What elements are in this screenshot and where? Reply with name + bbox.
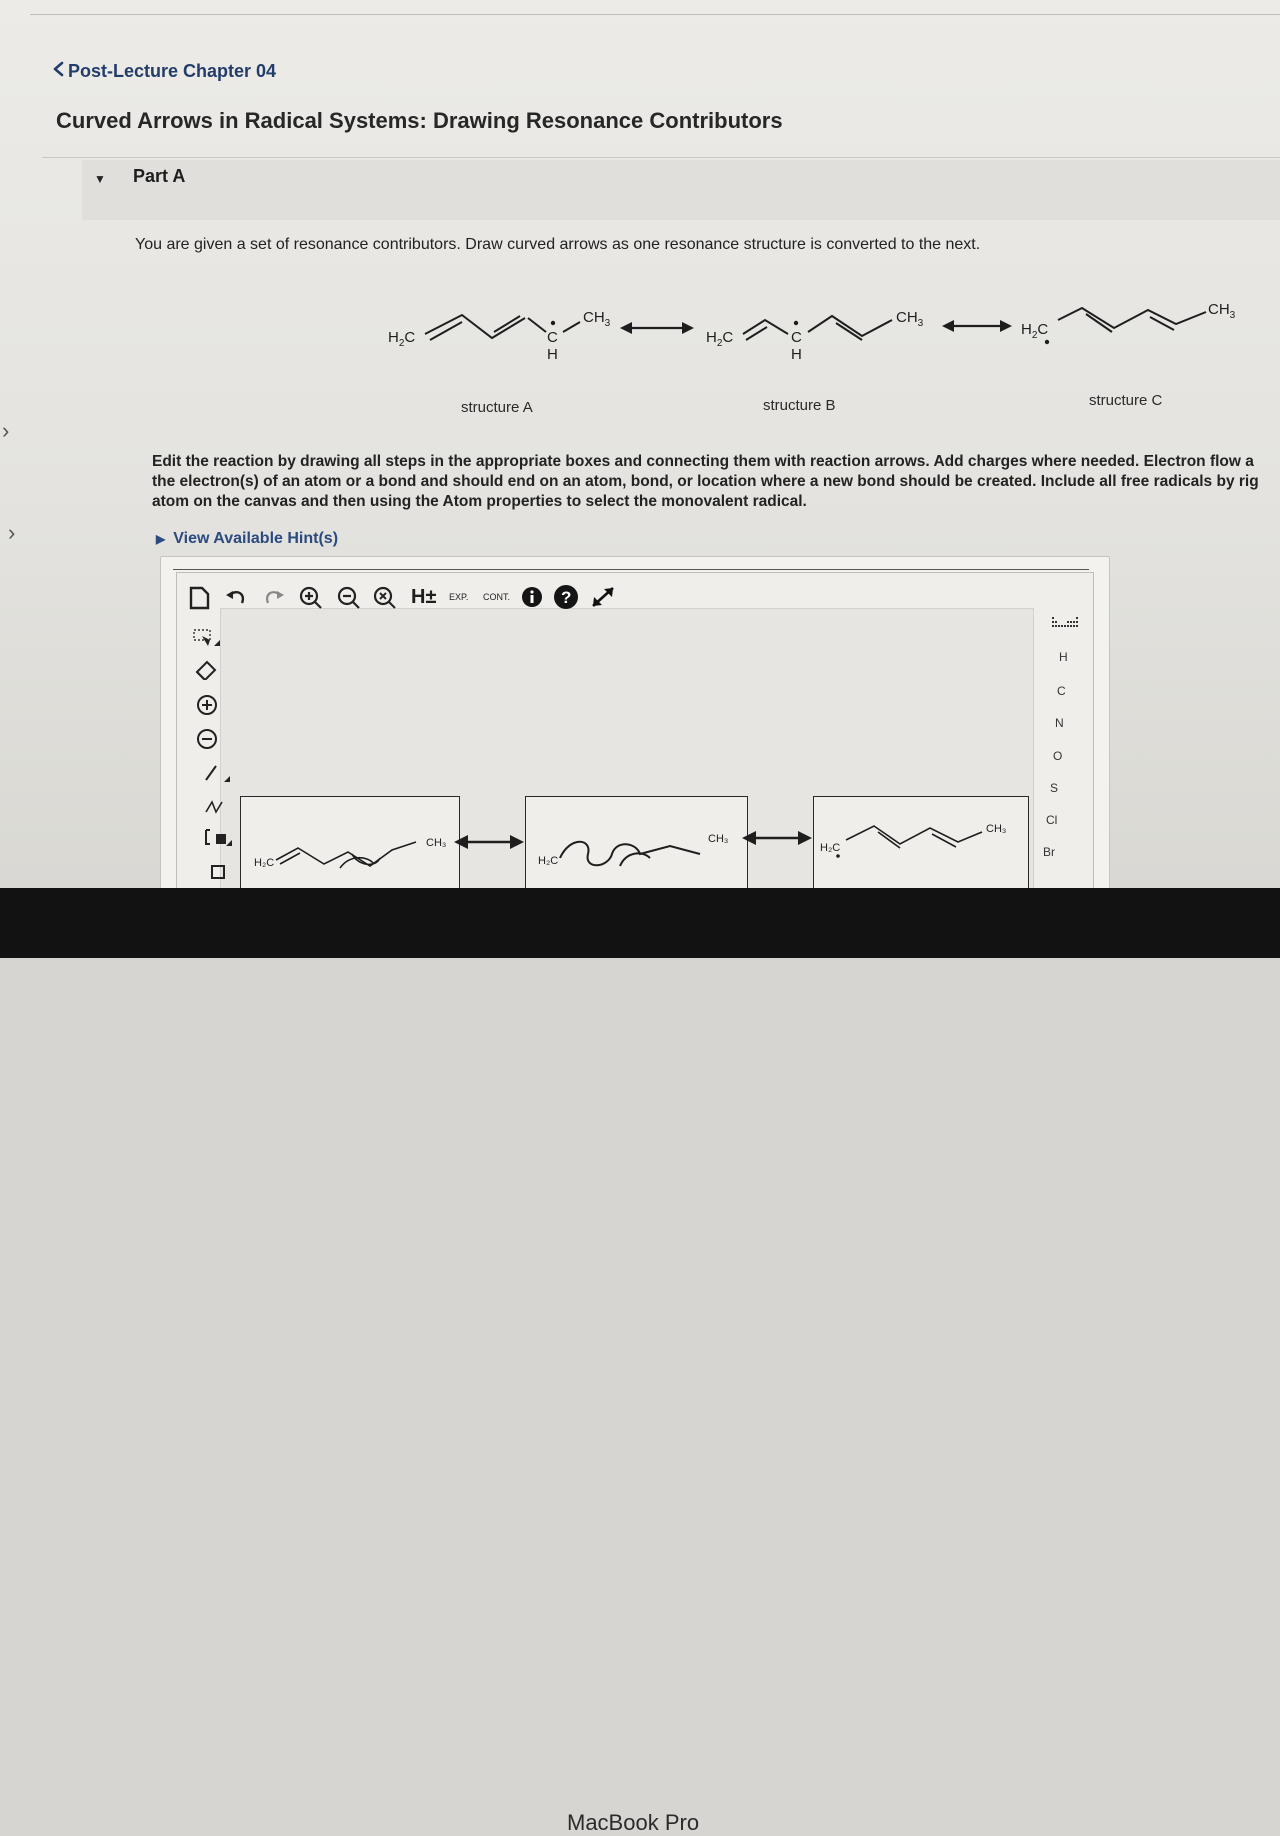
struct-a-ch3: $CH_3$ xyxy=(583,309,611,329)
single-bond-icon[interactable] xyxy=(202,762,230,784)
zoom-in-icon[interactable] xyxy=(298,585,324,611)
box3-ch3: CH₃ xyxy=(986,823,1007,835)
struct-b-c: C xyxy=(791,329,802,346)
box2-h2c: H₂C xyxy=(538,855,559,867)
fullscreen-icon[interactable] xyxy=(589,584,617,610)
structure-b-label: structure B xyxy=(763,397,836,414)
help-icon[interactable] xyxy=(553,584,579,610)
structure-a-label: structure A xyxy=(461,399,533,416)
resonance-structures xyxy=(370,290,1270,380)
view-hints-toggle[interactable] xyxy=(156,530,338,548)
rectangle-tool-icon[interactable] xyxy=(208,860,230,882)
zoom-reset-icon[interactable] xyxy=(372,585,398,611)
chevron-right-icon: › xyxy=(2,418,10,443)
top-divider xyxy=(30,14,1280,15)
back-link-label[interactable]: Post-Lecture Chapter 04 xyxy=(68,61,277,81)
box2-ch3: CH₃ xyxy=(708,833,729,845)
contract-button[interactable]: CONT. xyxy=(483,592,510,602)
struct-a-h: H xyxy=(547,346,558,363)
answer-structures[interactable] xyxy=(240,796,1040,888)
element-n-button[interactable]: N xyxy=(1055,716,1064,730)
template-tool-icon[interactable] xyxy=(202,826,232,848)
element-br-button[interactable]: Br xyxy=(1043,845,1055,859)
hint-label[interactable]: View Available Hint(s) xyxy=(173,530,339,547)
periodic-table-icon[interactable] xyxy=(1050,614,1082,634)
struct-a-c: C xyxy=(547,329,558,346)
box1-ch3: CH₃ xyxy=(426,837,447,849)
instructions-line-2: the electron(s) of an atom or a bond and should end on an atom, bond, or location where a new bond should be created. Include all free radicals by rig xyxy=(152,473,1259,490)
new-document-icon[interactable] xyxy=(186,585,212,611)
caret-right-icon: ▶ xyxy=(156,532,166,546)
struct-c-ch3: $CH_3$ xyxy=(1208,301,1236,321)
instructions xyxy=(152,452,1280,512)
info-icon[interactable] xyxy=(521,586,543,608)
chevron-left-icon xyxy=(52,61,66,82)
chevron-right-icon: › xyxy=(8,520,16,545)
chain-tool-icon[interactable] xyxy=(202,796,228,816)
question-intro: You are given a set of resonance contributors. Draw curved arrows as one resonance structure is converted to the next. xyxy=(135,236,981,253)
device-label: MacBook Pro xyxy=(567,1810,700,1835)
element-s-button[interactable]: S xyxy=(1050,781,1059,795)
box1-h2c: H₂C xyxy=(254,857,275,869)
struct-a-h2c: $H_2C$ xyxy=(388,329,416,349)
page-title: Curved Arrows in Radical Systems: Drawing Resonance Contributors xyxy=(56,108,783,133)
instructions-line-3: atom on the canvas and then using the Atom properties to select the monovalent radical. xyxy=(152,493,807,510)
eraser-icon[interactable] xyxy=(194,660,218,680)
structure-c-label: structure C xyxy=(1089,392,1163,409)
select-tool-icon[interactable] xyxy=(192,628,220,650)
undo-icon[interactable] xyxy=(224,587,248,609)
title-divider xyxy=(42,157,1280,158)
part-label[interactable]: Part A xyxy=(133,166,186,186)
element-c-button[interactable]: C xyxy=(1057,684,1066,698)
struct-b-h2c: $H_2C$ xyxy=(706,329,734,349)
zoom-out-icon[interactable] xyxy=(336,585,362,611)
part-header[interactable] xyxy=(82,160,1280,220)
struct-b-h: H xyxy=(791,346,802,363)
positive-charge-icon[interactable] xyxy=(196,694,218,716)
back-to-chapter-link[interactable] xyxy=(52,61,276,82)
element-cl-button[interactable]: Cl xyxy=(1046,813,1058,827)
svg-text:?: ? xyxy=(561,588,572,607)
expand-button[interactable]: EXP. xyxy=(449,592,469,602)
struct-b-ch3: $CH_3$ xyxy=(896,309,924,329)
instructions-line-1: Edit the reaction by drawing all steps in the appropriate boxes and connecting them with reaction arrows. Add charges where needed. Electron flow a xyxy=(152,453,1254,470)
struct-c-h2c: $H_2C$ xyxy=(1021,321,1049,341)
explicit-hydrogens-button[interactable]: H± xyxy=(411,586,437,608)
box3-h2c: H₂C xyxy=(820,842,841,854)
element-h-button[interactable]: H xyxy=(1059,650,1068,664)
redo-icon[interactable] xyxy=(262,587,286,609)
negative-charge-icon[interactable] xyxy=(196,728,218,750)
laptop-bezel xyxy=(0,888,1280,1835)
browser-viewport xyxy=(0,0,1280,888)
caret-down-icon[interactable]: ▼ xyxy=(94,172,106,186)
element-o-button[interactable]: O xyxy=(1053,749,1063,763)
